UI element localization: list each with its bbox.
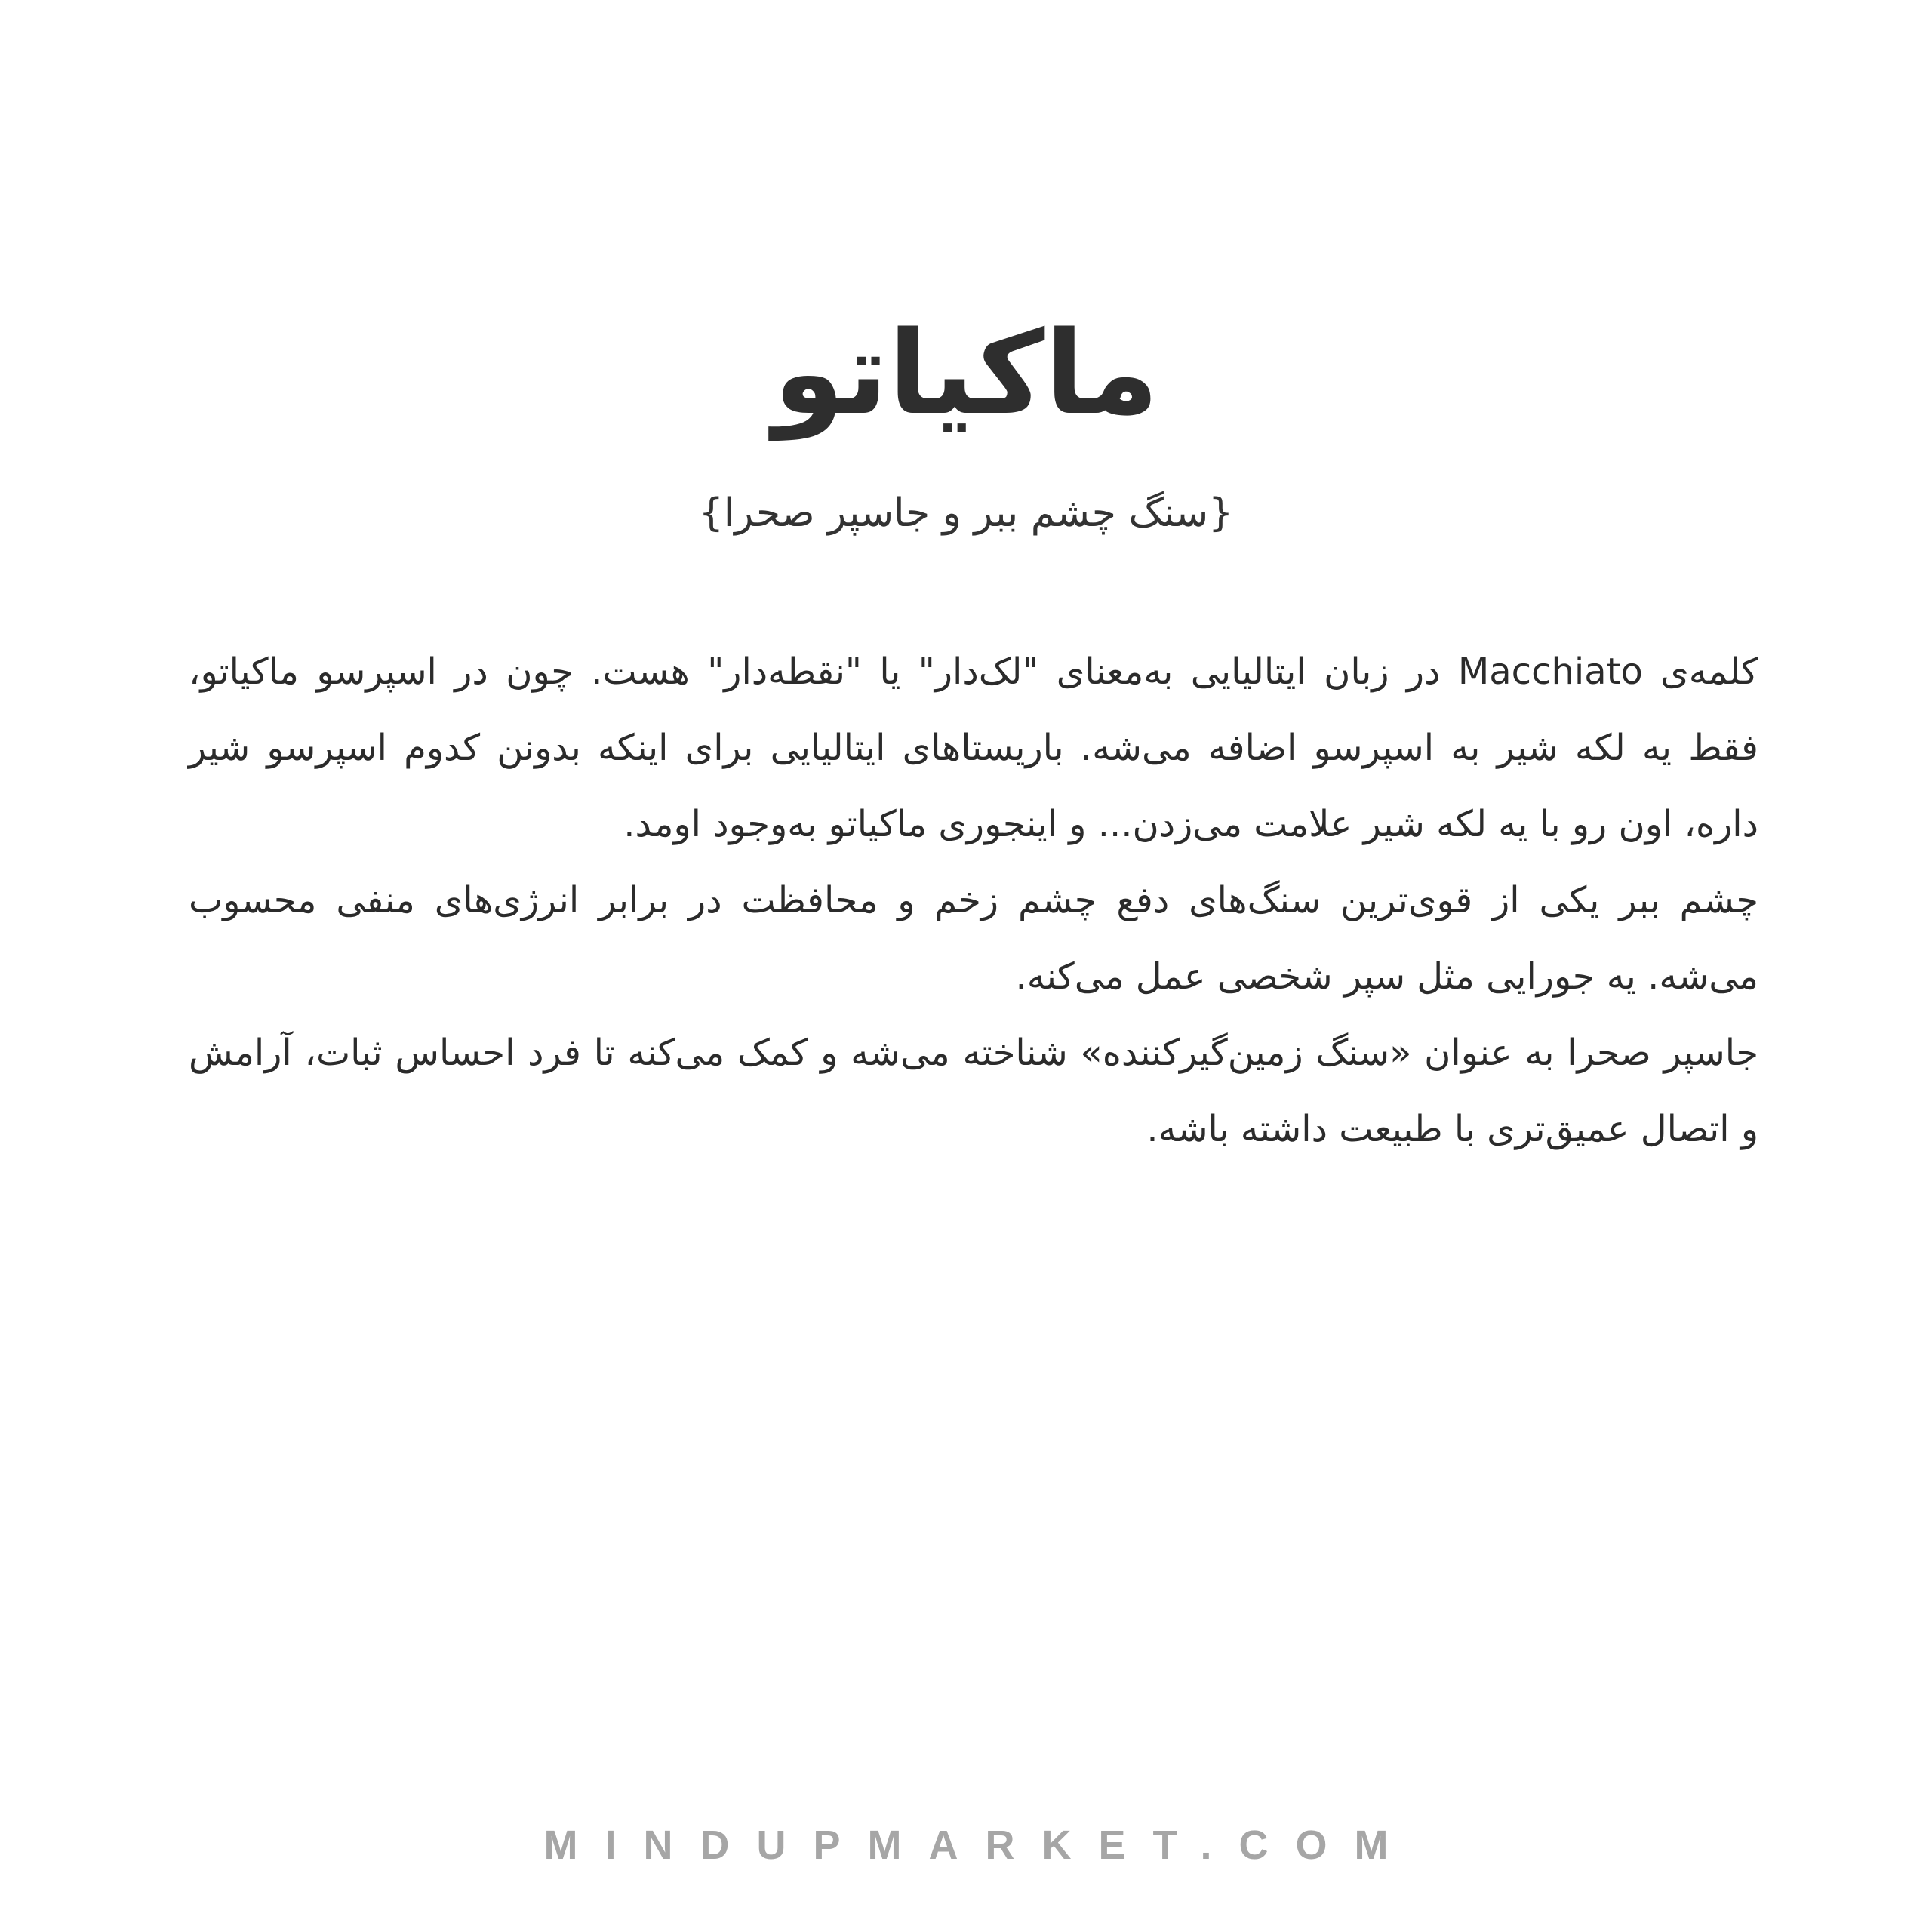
- page-subtitle: {سنگ چشم ببر و جاسپر صحرا}: [698, 491, 1234, 536]
- paragraph-desert-jasper: جاسپر صحرا به عنوان «سنگ زمین‌گیرکننده» شناخته می‌شه و کمک می‌کنه تا فرد احساس ثبات، آرامش و اتصال عمیق‌تری با طبیعت داشته باشه.: [189, 1032, 1758, 1150]
- paragraph-tiger-eye: چشم ببر یکی از قوی‌ترین سنگ‌های دفع چشم زخم و محافظت در برابر انرژی‌های منفی محسوب می‌شه. یه جورایی مثل سپر شخصی عمل می‌کنه.: [189, 879, 1758, 998]
- description-text: [189, 634, 1758, 1168]
- paragraph-macchiato: کلمه‌ی Macchiato در زبان ایتالیایی به‌معنای "لک‌دار" یا "نقطه‌دار" هست. چون در اسپرسو ماکیاتو، فقط یه لکه شیر به اسپرسو اضافه می‌شه. باریستاهای ایتالیایی برای اینکه بدونن کدوم اسپرسو شیر داره، اون رو با یه لکه شیر علامت می‌زدن... و اینجوری ماکیاتو به‌وجود اومد.: [189, 651, 1758, 845]
- footer-website: MINDUPMARKET.COM: [543, 1823, 1416, 1868]
- page-title: ماکیاتو: [773, 306, 1159, 440]
